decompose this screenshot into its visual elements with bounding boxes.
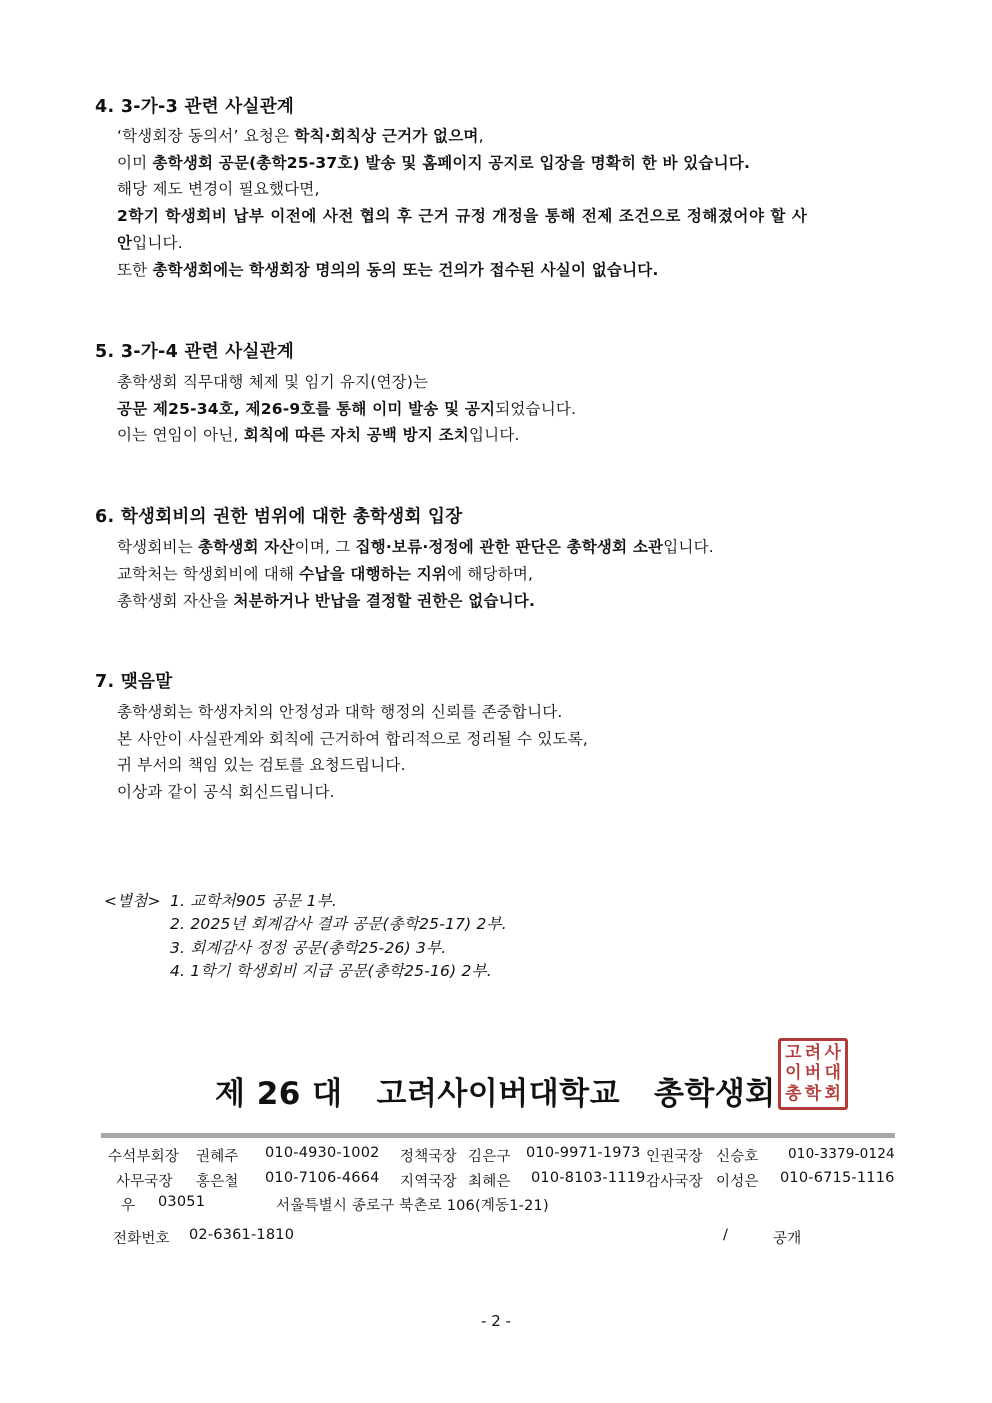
staff-role: 수석부회장 — [108, 1149, 180, 1165]
staff-name: 최혜은 — [468, 1174, 511, 1190]
section-6-line-2: 교학처는 학생회비에 대해 수납을 대행하는 지위에 해당하며, — [117, 565, 534, 583]
attachment-item: 1. 교학처905 공문 1부. — [170, 892, 337, 910]
staff-name: 권혜주 — [196, 1149, 239, 1165]
section-4-line-2: 이미 총학생회 공문(총학25-37호) 발송 및 홈페이지 공지로 입장을 명확히 한 바 있습니다. — [117, 154, 751, 172]
section-5-line-1: 총학생회 직무대행 체제 및 임기 유지(연장)는 — [117, 373, 429, 391]
staff-phone: 010-7106-4664 — [265, 1170, 380, 1186]
section-7-line-2: 본 사안이 사실관계와 회칙에 근거하여 합리적으로 정리될 수 있도록, — [117, 730, 588, 748]
section-4-line-4: 2학기 학생회비 납부 이전에 사전 협의 후 근거 규정 개정을 통해 전제 조건으로 정해졌어야 할 사 — [117, 207, 808, 225]
section-5-line-2: 공문 제25-34호, 제26-9호를 통해 이미 발송 및 공지되었습니다. — [117, 400, 577, 418]
staff-name: 신승호 — [716, 1149, 759, 1165]
staff-role: 정책국장 — [400, 1149, 457, 1165]
separator-slash: / — [723, 1227, 729, 1243]
staff-role: 감사국장 — [646, 1174, 703, 1190]
section-7-line-4: 이상과 같이 공식 회신드립니다. — [117, 783, 335, 801]
staff-role: 지역국장 — [400, 1174, 457, 1190]
attachment-item: 4. 1학기 학생회비 지급 공문(총학25-16) 2부. — [170, 962, 492, 980]
attachments-label: <별첨> — [104, 892, 161, 910]
staff-name: 이성은 — [716, 1174, 759, 1190]
staff-phone: 010-8103-1119 — [531, 1170, 646, 1186]
section-6-line-1: 학생회비는 총학생회 자산이며, 그 집행·보류·정정에 관한 판단은 총학생회 소관입니다. — [117, 538, 714, 556]
main-phone: 02-6361-1810 — [189, 1227, 295, 1243]
official-seal: 고 려 사 이 버 대 총 학 회 — [778, 1038, 848, 1110]
phone-label: 전화번호 — [113, 1231, 170, 1247]
staff-role: 인권국장 — [646, 1149, 703, 1165]
staff-name: 홍은철 — [196, 1174, 239, 1190]
section-4-title: 4. 3-가-3 관련 사실관계 — [95, 97, 295, 117]
staff-phone: 010-6715-1116 — [780, 1170, 895, 1186]
section-7-line-1: 총학생회는 학생자치의 안정성과 대학 행정의 신뢰를 존중합니다. — [117, 703, 563, 721]
attachment-item: 3. 회계감사 정정 공문(총학25-26) 3부. — [170, 939, 447, 957]
section-4-line-1: ‘학생회장 동의서’ 요청은 학칙·회칙상 근거가 없으며, — [117, 127, 484, 145]
organization-name: 제 26 대 고려사이버대학교 총학생회 — [215, 1076, 776, 1112]
staff-name: 김은구 — [468, 1149, 511, 1165]
section-4-line-5: 안입니다. — [117, 234, 183, 252]
staff-phone: 010-3379-0124 — [788, 1146, 895, 1162]
section-6-line-3: 총학생회 자산을 처분하거나 반납을 결정할 권한은 없습니다. — [117, 592, 536, 610]
section-7-title: 7. 맺음말 — [95, 672, 173, 692]
postal-code: 03051 — [158, 1194, 206, 1210]
staff-role: 사무국장 — [116, 1174, 173, 1190]
section-7-line-3: 귀 부서의 책임 있는 검토를 요청드립니다. — [117, 756, 406, 774]
footer-divider — [101, 1133, 895, 1138]
section-6-title: 6. 학생회비의 권한 범위에 대한 총학생회 입장 — [95, 507, 463, 527]
staff-phone: 010-9971-1973 — [526, 1145, 641, 1161]
page-number: - 2 - — [481, 1312, 511, 1330]
section-4-line-6: 또한 총학생회에는 학생회장 명의의 동의 또는 건의가 접수된 사실이 없습니다. — [117, 261, 659, 279]
disclosure-status: 공개 — [773, 1231, 802, 1247]
attachment-item: 2. 2025년 회계감사 결과 공문(총학25-17) 2부. — [170, 915, 507, 933]
staff-phone: 010-4930-1002 — [265, 1145, 380, 1161]
address: 서울특별시 종로구 북촌로 106(계동1-21) — [276, 1198, 549, 1214]
postal-label: 우 — [121, 1198, 136, 1214]
section-5-title: 5. 3-가-4 관련 사실관계 — [95, 342, 295, 362]
section-4-line-3: 해당 제도 변경이 필요했다면, — [117, 180, 320, 198]
section-5-line-3: 이는 연임이 아닌, 회칙에 따른 자치 공백 방지 조치입니다. — [117, 426, 520, 444]
